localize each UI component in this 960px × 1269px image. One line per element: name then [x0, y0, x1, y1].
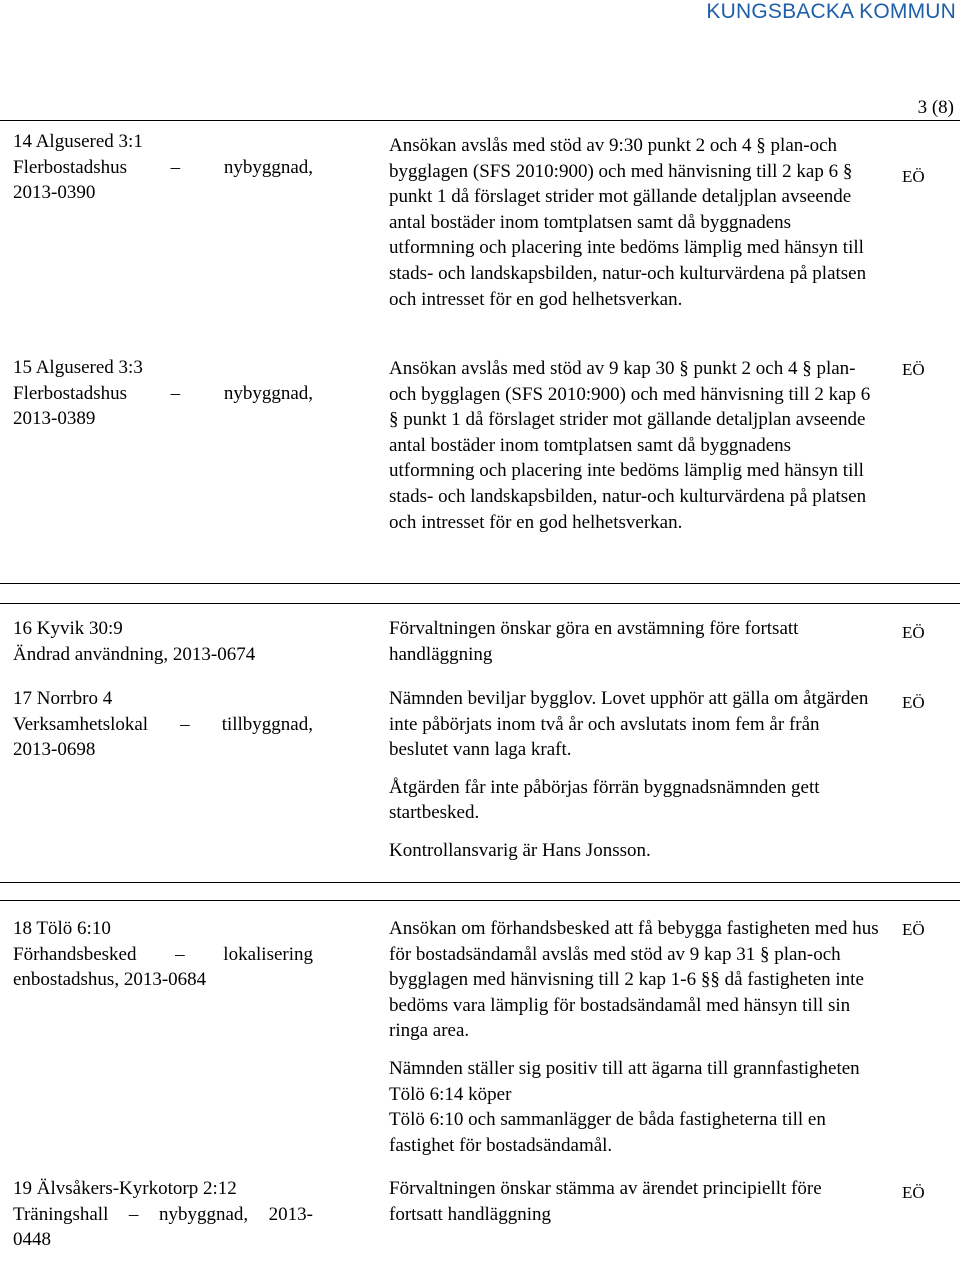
decision-code: EÖ [902, 167, 925, 186]
item-decision-text [389, 133, 879, 312]
item-decision-text [389, 1176, 879, 1227]
decision-paragraph: Kontrollansvarig är Hans Jonsson. [389, 839, 651, 861]
item-title-line: enbostadshus, 2013-0684 [13, 969, 207, 991]
item-title-line: 19 Älvsåkers-Kyrkotorp 2:12 [13, 1178, 237, 1199]
organization-name: KUNGSBACKA KOMMUN [706, 0, 956, 23]
item-title [13, 1176, 313, 1253]
decision-code: EÖ [902, 1183, 925, 1202]
decision-paragraph: Åtgärden får inte påbörjas förrän byggnadsnämnden gett startbesked. [389, 776, 820, 824]
item-title-line: 18 Tölö 6:10 [13, 918, 111, 939]
item-title-line: 16 Kyvik 30:9 [13, 618, 123, 639]
item-title [13, 616, 313, 667]
item-decision-text [389, 616, 879, 667]
item-title [13, 355, 313, 432]
decision-paragraph: Ansökan avslås med stöd av 9:30 punkt 2 och 4 § plan-och bygglagen (SFS 2010:900) och med hänvisning till 2 kap 6 § punkt 1 då förslaget strider mot gällande detaljplan avseende antal bostäder inom tomtplatsen samt då byggnadens utformning och placering inte bedöms lämplig med hänsyn till stads- och landskapsbilden, natur-och kulturvärdena på platsen och intresset för en god helhetsverkan. [389, 135, 867, 310]
item-title [13, 916, 313, 993]
item-title-line: Flerbostadshus – nybyggnad, [13, 382, 313, 404]
item-decision-text [389, 356, 879, 535]
decision-code: EÖ [902, 623, 925, 642]
item-title-line: Träningshall – nybyggnad, 2013- [13, 1203, 313, 1225]
agenda-block-a [0, 120, 960, 584]
decision-paragraph: Ansökan avslås med stöd av 9 kap 30 § punkt 2 och 4 § plan-och bygglagen (SFS 2010:900) och med hänvisning till 2 kap 6 § punkt 1 då förslaget strider mot gällande detaljplan avseende antal bostäder inom tomtplatsen samt då byggnadens utformning och placering inte bedöms lämplig med hänsyn till stads- och landskapsbilden, natur-och kulturvärdena på platsen och intresset för en god helhetsverkan. [389, 358, 871, 533]
decision-paragraph: Förvaltningen önskar stämma av ärendet principiellt före fortsatt handläggning [389, 1178, 822, 1225]
item-title-line: 17 Norrbro 4 [13, 688, 113, 709]
decision-paragraph: Nämnden ställer sig positiv till att ägarna till grannfastigheten Tölö 6:14 köper Tölö 6:10 och sammanlägger de båda fastigheterna till en fastighet för bostadsändamål. [389, 1057, 860, 1156]
item-title-line: Flerbostadshus – nybyggnad, [13, 156, 313, 178]
decision-paragraph: Ansökan om förhandsbesked att få bebygga fastigheten med hus för bostadsändamål avslås med stöd av 9 kap 31 § plan-och bygglagen med hänvisning till 2 kap 1-6 §§ då fastigheten inte bedöms vara lämplig för bostadsändamål med hänsyn till sin ringa area. [389, 918, 879, 1042]
item-title-line: 15 Algusered 3:3 [13, 357, 143, 378]
item-title-line: 14 Algusered 3:1 [13, 131, 143, 152]
page-number: 3 (8) [917, 97, 954, 118]
agenda-block-c [0, 900, 960, 1269]
agenda-block-b [0, 603, 960, 883]
item-title-line: 2013-0390 [13, 182, 96, 204]
decision-code: EÖ [902, 920, 925, 939]
decision-code: EÖ [902, 693, 925, 712]
item-title-line: Förhandsbesked – lokalisering [13, 943, 313, 965]
item-title-line: 0448 [13, 1229, 51, 1251]
item-title-line: 2013-0698 [13, 739, 96, 761]
item-decision-text [389, 916, 879, 1158]
item-title-line: Ändrad användning, 2013-0674 [13, 643, 256, 665]
item-title-line: 2013-0389 [13, 408, 96, 430]
item-decision-text [389, 686, 879, 864]
item-title [13, 129, 313, 206]
item-title [13, 686, 313, 763]
decision-code: EÖ [902, 360, 925, 379]
decision-paragraph: Nämnden beviljar bygglov. Lovet upphör att gälla om åtgärden inte påbörjats inom två år och avslutats inom fem år från beslutet vann laga kraft. [389, 688, 869, 761]
decision-paragraph: Förvaltningen önskar göra en avstämning före fortsatt handläggning [389, 618, 799, 665]
item-title-line: Verksamhetslokal – tillbyggnad, [13, 713, 313, 735]
